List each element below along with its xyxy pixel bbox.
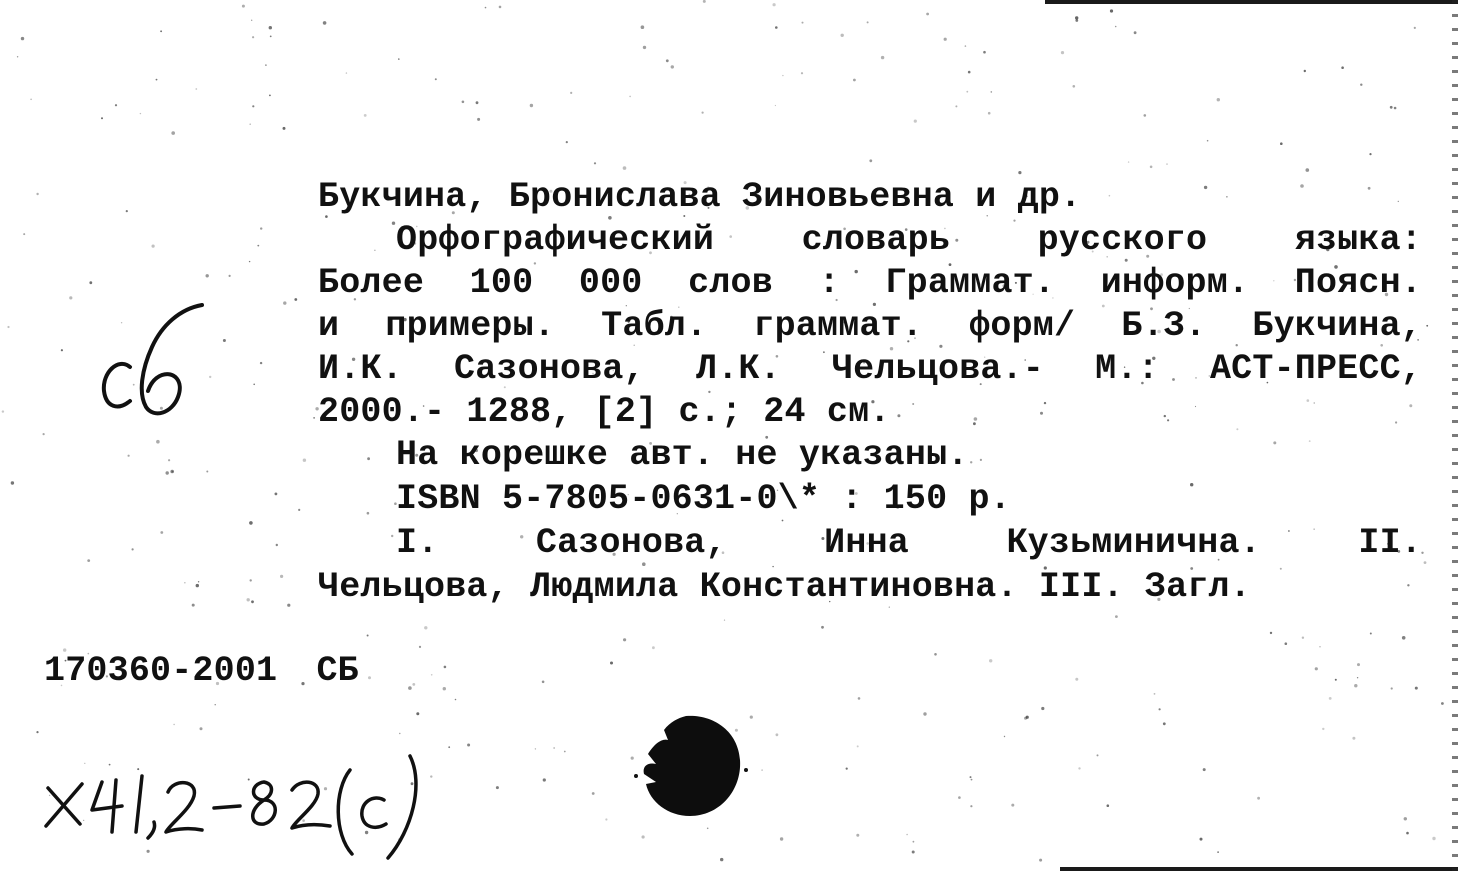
note-line: На корешке авт. не указаны.: [396, 435, 969, 475]
handwritten-margin-mark: [90, 295, 220, 425]
tracings-line-2: Чельцова, Людмила Константиновна. III. Загл.: [318, 567, 1251, 607]
title-line-1: Орфографический словарь русского языка:: [396, 220, 1422, 260]
record-number: 170360-2001 СБ: [44, 651, 359, 691]
ink-blot: [628, 710, 758, 830]
title-line-4: И.К. Сазонова, Л.К. Чельцова.- М.: АСТ-ПРЕСС,: [318, 349, 1422, 389]
author-heading: Букчина, Бронислава Зиновьевна и др.: [318, 177, 1082, 217]
title-line-3: и примеры. Табл. граммат. форм/ Б.З. Букчина,: [318, 306, 1422, 346]
handwritten-shelf-mark: [38, 740, 438, 860]
title-line-2: Более 100 000 слов : Граммат. информ. Поясн.: [318, 263, 1422, 303]
imprint-line: 2000.- 1288, [2] с.; 24 см.: [318, 392, 891, 432]
isbn-line: ISBN 5-7805-0631-0\* : 150 р.: [396, 479, 1011, 519]
tracings-line-1: I. Сазонова, Инна Кузьминична. II.: [396, 523, 1422, 563]
